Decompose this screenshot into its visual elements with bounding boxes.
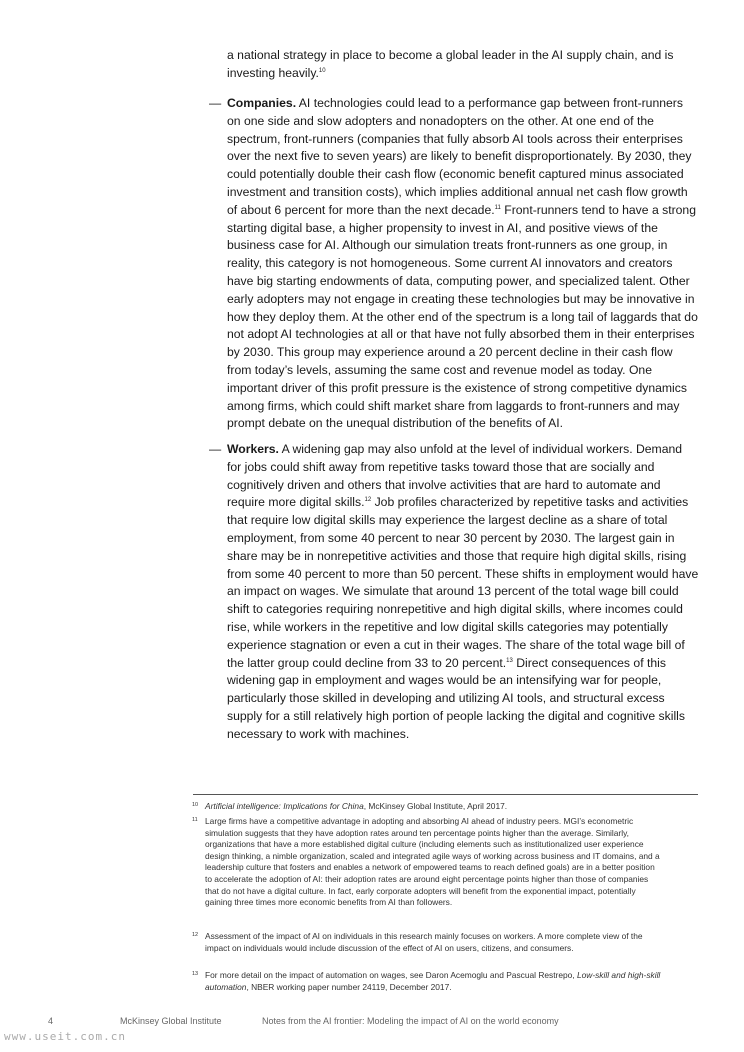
page-number: 4	[48, 1016, 54, 1026]
footnote-number: 11	[192, 817, 198, 823]
companies-text-2: Front-runners tend to have a strong starting digital base, a higher propensity to invest in AI, and positive views of the business case for AI. Although our simulation treats front-runners as one group, in reality, this category is not homogeneous. Some current AI innovators and creators have big starting endowments of data, computing power, and specialized talent. Other early adopters may not engage in creating these technologies but may be innovative in how they deploy them. At the other end of the spectrum is a long tail of laggards that do not adopt AI technologies at all or that have not fully absorbed them in their enterprises by 2030. This group may experience around a 20 percent decline in their cash flow from today’s levels, assuming the same cost and revenue model as today. One important driver of this profit pressure is the existence of strong competitive dynamics among firms, which could shift market share from laggards to front-runners and may prompt debate on the unequal distribution of the benefits of AI.	[227, 202, 698, 431]
footnote-text: Assessment of the impact of AI on individuals in this research mainly focuses on workers. A more complete view of the impact on individuals would include discussion of the effect of AI on users, citizens, and consumers.	[205, 931, 643, 953]
footnote-11	[192, 816, 663, 909]
footnote-13	[192, 970, 663, 993]
footnote-ref[interactable]: 12	[364, 497, 372, 504]
intro-text: a national strategy in place to become a global leader in the AI supply chain, and is investing heavily.	[227, 48, 674, 80]
footnote-number: 13	[192, 971, 199, 977]
footnote-text: , McKinsey Global Institute, April 2017.	[363, 801, 508, 811]
footer-report-title: Notes from the AI frontier: Modeling the impact of AI on the world economy	[262, 1016, 559, 1026]
companies-heading: Companies.	[227, 96, 297, 110]
footnote-italic-title: Low-skill and high-skill automation	[205, 970, 661, 992]
footnote-ref[interactable]: 13	[506, 657, 513, 664]
footnote-ref[interactable]: 11	[494, 204, 501, 211]
footnote-italic-title: Artificial intelligence: Implications for China	[205, 801, 364, 811]
footnote-number: 10	[192, 802, 199, 808]
footnote-text: For more detail on the impact of automation on wages, see Daron Acemoglu and Pascual Restrepo,	[205, 970, 577, 980]
workers-text-1: A widening gap may also unfold at the level of individual workers. Demand for jobs could shift away from repetitive tasks toward those that are socially and cognitively driven and others that involve activities that are hard to automate and require more digital skills.	[227, 442, 683, 510]
companies-paragraph	[209, 95, 699, 433]
workers-text-3: Direct consequences of this widening gap in employment and wages would be an intensifying war for people, particularly those skilled in developing and utilizing AI tools, and structural excess supply for a still relatively high portion of people lacking the digital and cognitive skills necessary to work with machines.	[227, 655, 685, 741]
watermark: www.useit.com.cn	[4, 1030, 126, 1043]
footnote-10	[192, 801, 663, 813]
footnote-text: , NBER working paper number 24119, December 2017.	[246, 981, 452, 992]
footnote-text: Large firms have a competitive advantage in adopting and absorbing AI ahead of industry peers. MGI’s econometric simulation suggests that they have adoption rates around ten percentage points higher than the average. Similarly, organizations that have a more established digital culture (including elements such as institutionalized user experience design thinking, a nimble organization, scaled and integrated agile ways of working across business and IT domains, and a leadership culture that fosters and enables a network of empowered teams to reach defined goals) are in a better position to accelerate the adoption of AI: their adoption rates are around eight percentage points higher than those of companies that do not have a digital culture. In fact, early corporate adopters will benefit from the exponential impact, potentially gaining three times more economic benefits from AI than followers.	[205, 816, 660, 908]
footer-publisher: McKinsey Global Institute	[120, 1016, 222, 1026]
bullet-dash: —	[209, 442, 222, 456]
footnote-12	[192, 931, 663, 954]
footnote-divider	[193, 794, 698, 795]
footnote-ref[interactable]: 10	[318, 67, 326, 74]
companies-text-1: AI technologies could lead to a performance gap between front-runners on one side and slow adopters and nonadopters on the other. At one end of the spectrum, front-runners (companies that fully absorb AI tools across their enterprises over the next five to seven years) are likely to benefit disproportionately. By 2030, they could potentially double their cash flow (economic benefit captured minus associated investment and transition costs), which implies additional annual net cash flow growth of about 6 percent for more than the next decade.	[227, 96, 692, 217]
bullet-dash: —	[209, 96, 222, 110]
workers-text-2: Job profiles characterized by repetitive tasks and activities that require low digital skills may experience the largest decline as a share of total employment, from some 40 percent to near 30 percent by 2030. The largest gain in share may be in nonrepetitive activities and those that require high digital skills, rising from some 40 percent to more than 50 percent. These shifts in employment would have an impact on wages. We simulate that around 13 percent of the total wage bill could shift to categories requiring nonrepetitive and high digital skills, where incomes could rise, while workers in the repetitive and low digital skills categories may potentially experience stagnation or even a cut in their wages. The share of the total wage bill of the latter group could decline from 33 to 20 percent.	[227, 495, 699, 670]
intro-paragraph	[227, 47, 699, 83]
workers-paragraph	[209, 441, 699, 744]
footnote-number: 12	[192, 932, 199, 938]
workers-heading: Workers.	[227, 442, 279, 456]
